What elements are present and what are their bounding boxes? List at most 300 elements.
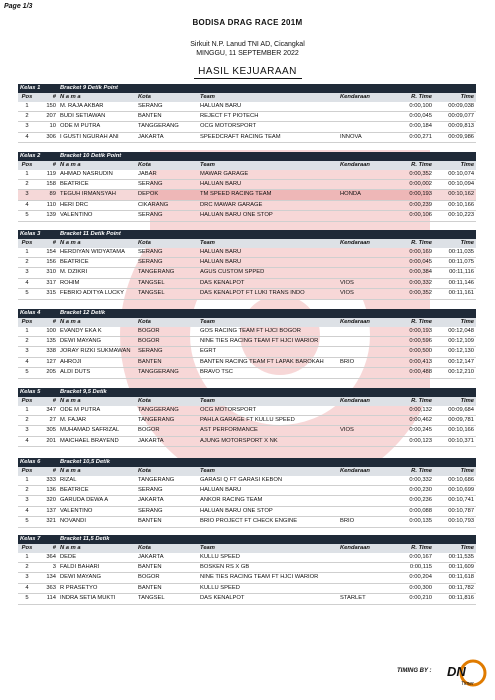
cell-time: 00:09,077 [434, 111, 476, 121]
cell-nama: MUHAMAD SAFRIZAL [58, 426, 136, 436]
column-header-time: Time [434, 544, 476, 553]
cell-no: 156 [36, 257, 58, 267]
timing-label: TIMING BY : [397, 668, 432, 674]
results-table [18, 458, 476, 528]
results-table [18, 84, 476, 143]
results-section [18, 309, 476, 379]
results-heading: HASIL KEJUARAAN [198, 66, 297, 77]
table-row [18, 327, 476, 337]
bracket-label: Bracket 10,5 Detik [58, 458, 476, 467]
cell-nama: VALENTINO [58, 211, 136, 221]
cell-kota: JAKARTA [136, 132, 198, 142]
class-header-row [18, 309, 476, 318]
cell-no: 110 [36, 200, 58, 210]
cell-kendaraan [338, 415, 386, 425]
cell-rtime: 0:00,332 [386, 278, 434, 288]
column-header-no: # [36, 397, 58, 406]
timing-logo [443, 659, 489, 687]
cell-time: 00:10,741 [434, 496, 476, 506]
cell-time: 00:12,210 [434, 368, 476, 378]
cell-rtime: 0:00,332 [386, 476, 434, 486]
cell-kendaraan [338, 268, 386, 278]
cell-time: 00:11,816 [434, 594, 476, 604]
cell-rtime: 0:00,135 [386, 517, 434, 527]
column-header-row [18, 161, 476, 170]
cell-rtime: 0:00,115 [386, 562, 434, 572]
column-header-pos: Pos [18, 467, 36, 476]
column-header-time: Time [434, 161, 476, 170]
cell-kota: SERANG [136, 485, 198, 495]
cell-kendaraan [338, 476, 386, 486]
table-row [18, 553, 476, 563]
cell-kota: BOGOR [136, 426, 198, 436]
cell-nama: ODE M PUTRA [58, 122, 136, 132]
column-header-kendaraan: Kendaraan [338, 397, 386, 406]
cell-kendaraan [338, 368, 386, 378]
cell-pos: 3 [18, 426, 36, 436]
cell-no: 158 [36, 179, 58, 189]
cell-time: 00:11,609 [434, 562, 476, 572]
cell-team: AJUNG MOTORSPORT X NK [198, 436, 338, 446]
cell-kendaraan [338, 496, 386, 506]
column-header-time: Time [434, 239, 476, 248]
table-row [18, 357, 476, 367]
cell-kota: SERANG [136, 248, 198, 258]
cell-time: 00:10,166 [434, 426, 476, 436]
cell-team: HALUAN BARU [198, 248, 338, 258]
cell-nama: M. FAJAR [58, 415, 136, 425]
column-header-nama: N a m a [58, 239, 136, 248]
class-label: Kelas 2 [18, 152, 58, 161]
cell-time: 00:10,699 [434, 485, 476, 495]
cell-nama: I GUSTI NGURAH ANI [58, 132, 136, 142]
cell-kendaraan: BRIO [338, 357, 386, 367]
column-header-team: Team [198, 239, 338, 248]
results-section [18, 388, 476, 447]
cell-no: 305 [36, 426, 58, 436]
cell-pos: 2 [18, 257, 36, 267]
column-header-no: # [36, 239, 58, 248]
class-header-row [18, 84, 476, 93]
column-header-time: Time [434, 93, 476, 102]
cell-kendaraan [338, 111, 386, 121]
cell-no: 333 [36, 476, 58, 486]
cell-time: 00:10,686 [434, 476, 476, 486]
cell-kendaraan [338, 170, 386, 180]
cell-pos: 1 [18, 248, 36, 258]
cell-no: 363 [36, 583, 58, 593]
table-row [18, 278, 476, 288]
cell-nama: DEWI MAYANG [58, 573, 136, 583]
cell-kota: SERANG [136, 102, 198, 112]
cell-no: 315 [36, 289, 58, 299]
results-table [18, 535, 476, 605]
column-header-rtime: R. Time [386, 467, 434, 476]
cell-no: 207 [36, 111, 58, 121]
cell-team: AGUS CUSTOM SPPED [198, 268, 338, 278]
cell-time: 00:09,684 [434, 406, 476, 416]
cell-pos: 3 [18, 573, 36, 583]
column-header-no: # [36, 93, 58, 102]
cell-pos: 4 [18, 278, 36, 288]
cell-pos: 2 [18, 179, 36, 189]
cell-time: 00:10,371 [434, 436, 476, 446]
cell-time: 00:10,223 [434, 211, 476, 221]
class-header-row [18, 152, 476, 161]
cell-time: 00:09,781 [434, 415, 476, 425]
cell-pos: 1 [18, 553, 36, 563]
cell-rtime: 0:00,100 [386, 102, 434, 112]
cell-team: DAS KENALPOT [198, 594, 338, 604]
cell-team: OCG MOTORSPORT [198, 122, 338, 132]
cell-pos: 4 [18, 583, 36, 593]
heading-underline [194, 78, 302, 79]
cell-nama: INDRA SETIA MUKTI [58, 594, 136, 604]
cell-no: 320 [36, 496, 58, 506]
column-header-kota: Kota [136, 397, 198, 406]
bracket-label: Bracket 11 Detik Point [58, 230, 476, 239]
cell-rtime: 0:00,193 [386, 190, 434, 200]
cell-kendaraan [338, 336, 386, 346]
cell-time: 00:11,535 [434, 553, 476, 563]
results-table [18, 388, 476, 447]
cell-rtime: 0:00,352 [386, 289, 434, 299]
cell-nama: ALDI DUTS [58, 368, 136, 378]
cell-time: 00:11,618 [434, 573, 476, 583]
cell-no: 205 [36, 368, 58, 378]
cell-pos: 5 [18, 368, 36, 378]
column-header-rtime: R. Time [386, 544, 434, 553]
cell-kota: DEPOK [136, 190, 198, 200]
cell-pos: 2 [18, 336, 36, 346]
cell-kendaraan [338, 248, 386, 258]
cell-kendaraan [338, 436, 386, 446]
column-header-team: Team [198, 397, 338, 406]
cell-team: HALUAN BARU [198, 257, 338, 267]
cell-team: HALUAN BARU [198, 102, 338, 112]
cell-no: 27 [36, 415, 58, 425]
column-header-no: # [36, 161, 58, 170]
cell-time: 00:12,048 [434, 327, 476, 337]
column-header-team: Team [198, 93, 338, 102]
cell-no: 364 [36, 553, 58, 563]
cell-nama: ODE M PUTRA [58, 406, 136, 416]
cell-no: 154 [36, 248, 58, 258]
cell-no: 3 [36, 562, 58, 572]
cell-time: 00:10,793 [434, 517, 476, 527]
cell-no: 89 [36, 190, 58, 200]
table-row [18, 111, 476, 121]
cell-nama: RIZAL [58, 476, 136, 486]
cell-kota: SERANG [136, 179, 198, 189]
cell-nama: HERDIYAN WIDYATAMA [58, 248, 136, 258]
cell-kota: TANGERANG [136, 268, 198, 278]
cell-no: 136 [36, 485, 58, 495]
cell-time: 00:10,162 [434, 190, 476, 200]
column-header-pos: Pos [18, 318, 36, 327]
table-row [18, 496, 476, 506]
cell-rtime: 0:00,167 [386, 553, 434, 563]
page-number: Page 1/3 [4, 3, 33, 10]
cell-team: EGRT [198, 347, 338, 357]
cell-no: 134 [36, 573, 58, 583]
cell-pos: 5 [18, 289, 36, 299]
cell-team: ANKOR RACING TEAM [198, 496, 338, 506]
cell-nama: FALDI BAHARI [58, 562, 136, 572]
class-label: Kelas 6 [18, 458, 58, 467]
cell-kendaraan [338, 562, 386, 572]
bracket-label: Bracket 9 Detik Point [58, 84, 476, 93]
cell-kendaraan [338, 102, 386, 112]
cell-pos: 3 [18, 190, 36, 200]
column-header-nama: N a m a [58, 467, 136, 476]
cell-rtime: 0:00,271 [386, 132, 434, 142]
cell-kota: CIKARANG [136, 200, 198, 210]
cell-team: BOSKEN RS X GB [198, 562, 338, 572]
column-header-kota: Kota [136, 544, 198, 553]
cell-team: BRIO PROJECT FT CHECK ENGINE [198, 517, 338, 527]
cell-pos: 2 [18, 562, 36, 572]
cell-no: 137 [36, 506, 58, 516]
column-header-kendaraan: Kendaraan [338, 161, 386, 170]
cell-team: KULLU SPEED [198, 583, 338, 593]
column-header-row [18, 93, 476, 102]
table-row [18, 102, 476, 112]
event-venue: Sirkuit N.P. Lanud TNI AD, Cicangkal [190, 41, 305, 48]
column-header-nama: N a m a [58, 397, 136, 406]
column-header-row [18, 318, 476, 327]
column-header-pos: Pos [18, 544, 36, 553]
cell-pos: 5 [18, 517, 36, 527]
table-row [18, 436, 476, 446]
table-row [18, 594, 476, 604]
cell-nama: DEDE [58, 553, 136, 563]
cell-no: 201 [36, 436, 58, 446]
cell-no: 150 [36, 102, 58, 112]
cell-kendaraan: HONDA [338, 190, 386, 200]
cell-nama: VALENTINO [58, 506, 136, 516]
column-header-kota: Kota [136, 318, 198, 327]
cell-nama: AHMAD NASRUDIN [58, 170, 136, 180]
cell-rtime: 0:00,236 [386, 496, 434, 506]
column-header-rtime: R. Time [386, 397, 434, 406]
cell-kendaraan [338, 583, 386, 593]
table-row [18, 476, 476, 486]
cell-pos: 3 [18, 347, 36, 357]
cell-rtime: 0:00,210 [386, 594, 434, 604]
column-header-kendaraan: Kendaraan [338, 93, 386, 102]
cell-kendaraan [338, 347, 386, 357]
cell-pos: 4 [18, 132, 36, 142]
cell-nama: EVANDY EKA K [58, 327, 136, 337]
column-header-no: # [36, 467, 58, 476]
cell-nama: M. RAJA AKBAR [58, 102, 136, 112]
results-section [18, 84, 476, 143]
cell-rtime: 0:00,245 [386, 426, 434, 436]
column-header-pos: Pos [18, 397, 36, 406]
cell-kendaraan [338, 485, 386, 495]
results-section [18, 152, 476, 222]
cell-time: 00:11,161 [434, 289, 476, 299]
cell-no: 338 [36, 347, 58, 357]
cell-rtime: 0:00,204 [386, 573, 434, 583]
column-header-kota: Kota [136, 239, 198, 248]
class-label: Kelas 3 [18, 230, 58, 239]
cell-rtime: 0:00,123 [386, 436, 434, 446]
cell-pos: 4 [18, 200, 36, 210]
cell-no: 139 [36, 211, 58, 221]
table-row [18, 122, 476, 132]
cell-pos: 5 [18, 594, 36, 604]
cell-rtime: 0:00,088 [386, 506, 434, 516]
cell-team: DAS KENALPOT [198, 278, 338, 288]
cell-rtime: 0:00,002 [386, 179, 434, 189]
cell-kendaraan [338, 573, 386, 583]
cell-pos: 4 [18, 357, 36, 367]
cell-kendaraan: BRIO [338, 517, 386, 527]
cell-no: 127 [36, 357, 58, 367]
cell-no: 100 [36, 327, 58, 337]
table-row [18, 336, 476, 346]
cell-time: 00:11,782 [434, 583, 476, 593]
cell-no: 10 [36, 122, 58, 132]
cell-nama: R PRASETYO [58, 583, 136, 593]
cell-kota: TANGERANG [136, 415, 198, 425]
cell-kota: BANTEN [136, 357, 198, 367]
cell-kendaraan: VIOS [338, 289, 386, 299]
cell-rtime: 0:00,045 [386, 111, 434, 121]
class-label: Kelas 7 [18, 535, 58, 544]
cell-kota: TANGSEL [136, 594, 198, 604]
cell-nama: BEATRICE [58, 257, 136, 267]
column-header-kota: Kota [136, 161, 198, 170]
cell-nama: MAICHAEL BRAYEND [58, 436, 136, 446]
cell-rtime: 0:00,500 [386, 347, 434, 357]
column-header-kendaraan: Kendaraan [338, 318, 386, 327]
table-row [18, 426, 476, 436]
cell-kota: BOGOR [136, 573, 198, 583]
cell-time: 00:12,147 [434, 357, 476, 367]
cell-rtime: 0:00,300 [386, 583, 434, 593]
column-header-team: Team [198, 318, 338, 327]
cell-kendaraan [338, 179, 386, 189]
table-row [18, 562, 476, 572]
bracket-label: Bracket 10 Detik Point [58, 152, 476, 161]
cell-kota: TANGERANG [136, 476, 198, 486]
class-label: Kelas 5 [18, 388, 58, 397]
cell-time: 00:09,813 [434, 122, 476, 132]
cell-kota: TANGGERANG [136, 122, 198, 132]
cell-time: 00:10,166 [434, 200, 476, 210]
cell-kendaraan [338, 327, 386, 337]
cell-time: 00:11,035 [434, 248, 476, 258]
cell-pos: 1 [18, 102, 36, 112]
column-header-kendaraan: Kendaraan [338, 544, 386, 553]
column-header-row [18, 544, 476, 553]
cell-rtime: 0:00,462 [386, 415, 434, 425]
column-header-time: Time [434, 318, 476, 327]
logo-subtext: Timer [461, 681, 474, 687]
column-header-team: Team [198, 161, 338, 170]
bracket-label: Bracket 11,5 Detik [58, 535, 476, 544]
column-header-pos: Pos [18, 93, 36, 102]
table-row [18, 406, 476, 416]
cell-nama: GARUDA DEWA A [58, 496, 136, 506]
cell-team: PAHLA GARAGE FT KULLU SPEED [198, 415, 338, 425]
logo-text: DN [447, 664, 466, 679]
cell-time: 00:12,109 [434, 336, 476, 346]
column-header-row [18, 239, 476, 248]
class-label: Kelas 4 [18, 309, 58, 318]
cell-time: 00:10,074 [434, 170, 476, 180]
cell-rtime: 0:00,230 [386, 485, 434, 495]
cell-kota: JAKARTA [136, 553, 198, 563]
cell-team: NINE TIES RACING TEAM FT HJCI WARIOR [198, 573, 338, 583]
cell-kendaraan [338, 506, 386, 516]
cell-kota: SERANG [136, 506, 198, 516]
table-row [18, 268, 476, 278]
cell-time: 00:10,094 [434, 179, 476, 189]
bracket-label: Bracket 9,5 Detik [58, 388, 476, 397]
cell-team: BRAVO TSC [198, 368, 338, 378]
results-table [18, 230, 476, 300]
cell-team: REJECT FT PIOTECH [198, 111, 338, 121]
column-header-kendaraan: Kendaraan [338, 239, 386, 248]
cell-nama: HERI DRC [58, 200, 136, 210]
table-row [18, 211, 476, 221]
cell-no: 119 [36, 170, 58, 180]
column-header-kota: Kota [136, 467, 198, 476]
column-header-nama: N a m a [58, 93, 136, 102]
cell-pos: 1 [18, 170, 36, 180]
table-row [18, 257, 476, 267]
column-header-no: # [36, 544, 58, 553]
cell-nama: JORAY RIZKI SUKMAWAN [58, 347, 136, 357]
cell-team: HALUAN BARU [198, 485, 338, 495]
cell-kendaraan: VIOS [338, 426, 386, 436]
cell-time: 00:12,130 [434, 347, 476, 357]
cell-kendaraan: INNOVA [338, 132, 386, 142]
table-row [18, 347, 476, 357]
class-header-row [18, 535, 476, 544]
cell-kota: BANTEN [136, 111, 198, 121]
table-row [18, 485, 476, 495]
cell-rtime: 0:00,132 [386, 406, 434, 416]
table-row [18, 200, 476, 210]
cell-nama: FEBRIO ADITYA LUCKY [58, 289, 136, 299]
table-row [18, 583, 476, 593]
cell-kota: BANTEN [136, 583, 198, 593]
cell-pos: 1 [18, 476, 36, 486]
results-section [18, 230, 476, 300]
cell-kendaraan: VIOS [338, 278, 386, 288]
column-header-rtime: R. Time [386, 318, 434, 327]
class-header-row [18, 230, 476, 239]
cell-no: 310 [36, 268, 58, 278]
table-row [18, 517, 476, 527]
column-header-team: Team [198, 544, 338, 553]
cell-kendaraan [338, 406, 386, 416]
bracket-label: Bracket 12 Detik [58, 309, 476, 318]
column-header-nama: N a m a [58, 318, 136, 327]
class-header-row [18, 458, 476, 467]
cell-pos: 2 [18, 415, 36, 425]
column-header-rtime: R. Time [386, 239, 434, 248]
cell-kota: BANTEN [136, 562, 198, 572]
cell-team: AST PERFORMANCE [198, 426, 338, 436]
column-header-nama: N a m a [58, 161, 136, 170]
column-header-pos: Pos [18, 161, 36, 170]
